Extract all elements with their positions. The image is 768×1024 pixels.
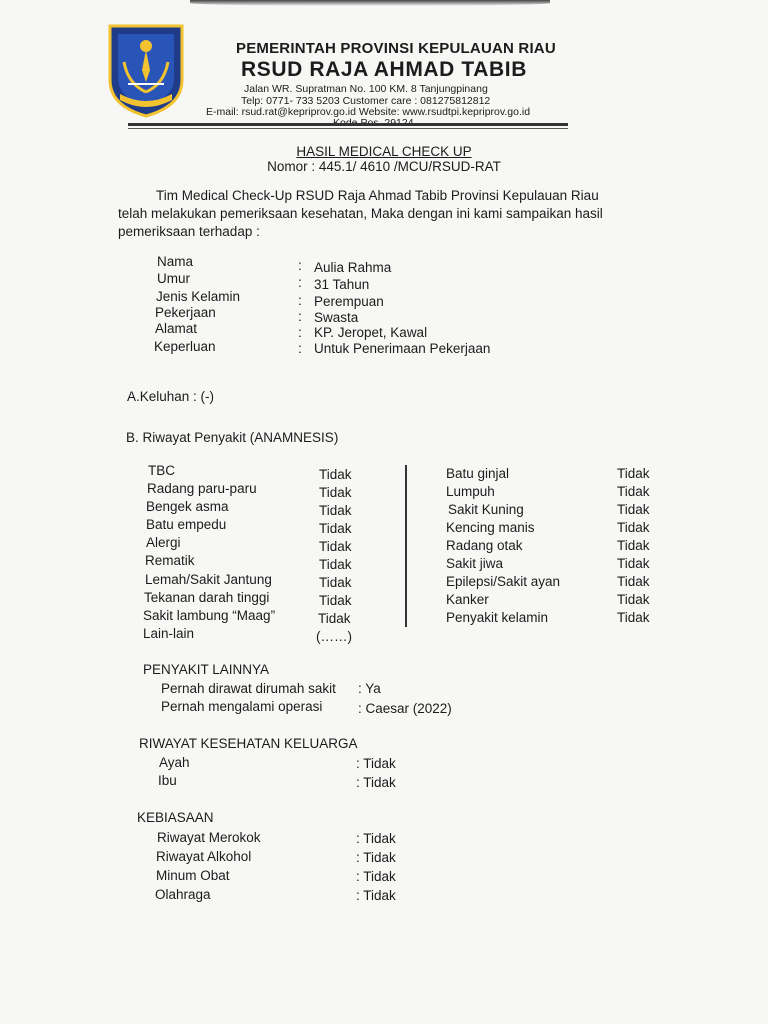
disease-name: Kencing manis — [446, 520, 535, 535]
disease-name: Tekanan darah tinggi — [144, 590, 270, 605]
intro-line-1: Tim Medical Check-Up RSUD Raja Ahmad Tabib Provinsi Kepulauan Riau — [156, 188, 599, 203]
other-disease-value: : Ya — [358, 681, 381, 696]
disease-status: Tidak — [319, 593, 352, 608]
disease-name: Sakit jiwa — [446, 556, 504, 571]
habit-label: Riwayat Alkohol — [156, 849, 252, 864]
header-phone: Telp: 0771- 733 5203 Customer care : 081275812812 — [241, 95, 491, 107]
habit-label: Minum Obat — [156, 868, 230, 883]
disease-name: Radang otak — [446, 538, 523, 553]
habit-value: : Tidak — [356, 869, 396, 884]
identity-colon: : — [298, 341, 302, 356]
disease-status: Tidak — [617, 484, 650, 499]
family-history-title: RIWAYAT KESEHATAN KELUARGA — [139, 736, 358, 751]
other-disease-label: Pernah mengalami operasi — [161, 699, 323, 714]
disease-name: Epilepsi/Sakit ayan — [446, 574, 561, 589]
habits-title: KEBIASAAN — [137, 810, 214, 825]
scan-shadow — [190, 0, 550, 6]
family-history-value: : Tidak — [356, 756, 396, 771]
identity-colon: : — [298, 275, 302, 290]
disease-name: Rematik — [145, 553, 195, 568]
disease-status: Tidak — [319, 521, 352, 536]
habit-value: : Tidak — [356, 888, 396, 903]
disease-status: Tidak — [617, 538, 650, 553]
disease-name: Radang paru-paru — [147, 481, 257, 496]
disease-name: Batu ginjal — [446, 466, 510, 481]
document-title — [0, 144, 768, 159]
disease-name: Lain-lain — [143, 626, 195, 641]
disease-status: Tidak — [617, 610, 650, 625]
family-history-label: Ibu — [158, 773, 177, 788]
identity-colon: : — [298, 325, 302, 340]
disease-name: Sakit lambung “Maag” — [143, 608, 276, 623]
habit-label: Olahraga — [155, 887, 211, 902]
identity-colon: : — [298, 293, 302, 308]
disease-status: Tidak — [318, 611, 351, 626]
identity-label: Keperluan — [154, 339, 216, 354]
habit-value: : Tidak — [356, 831, 396, 846]
disease-name: Batu empedu — [146, 517, 227, 532]
disease-name: TBC — [148, 463, 175, 478]
disease-name: Penyakit kelamin — [446, 610, 549, 625]
family-history-value: : Tidak — [356, 775, 396, 790]
disease-name: Lemah/Sakit Jantung — [145, 572, 272, 587]
province-emblem-icon — [106, 22, 186, 118]
habit-label: Riwayat Merokok — [157, 830, 261, 845]
history-section-title: B. Riwayat Penyakit (ANAMNESIS) — [126, 430, 339, 445]
disease-status: Tidak — [617, 502, 650, 517]
header-divider-thin — [128, 128, 568, 129]
habit-value: : Tidak — [356, 850, 396, 865]
disease-name: Alergi — [146, 535, 181, 550]
identity-value: KP. Jeropet, Kawal — [314, 325, 428, 340]
identity-value: Aulia Rahma — [314, 260, 392, 275]
header-address: Jalan WR. Supratman No. 100 KM. 8 Tanjungpinang — [244, 83, 488, 95]
identity-label: Jenis Kelamin — [156, 289, 241, 304]
header-email: E-mail: rsud.rat@kepriprov.go.id Website: www.rsudtpi.kepriprov.go.id — [206, 106, 531, 118]
document-number: Nomor : 445.1/ 4610 /MCU/RSUD-RAT — [267, 159, 501, 174]
identity-label: Pekerjaan — [155, 305, 216, 320]
identity-value: Perempuan — [314, 294, 384, 309]
disease-status: Tidak — [319, 485, 352, 500]
disease-status: (……) — [316, 629, 352, 644]
disease-status: Tidak — [617, 556, 650, 571]
other-disease-value: : Caesar (2022) — [358, 701, 452, 716]
identity-colon: : — [298, 258, 302, 273]
disease-status: Tidak — [617, 592, 650, 607]
disease-status: Tidak — [617, 466, 650, 481]
disease-name: Bengek asma — [146, 499, 229, 514]
identity-value: 31 Tahun — [314, 277, 370, 292]
disease-status: Tidak — [617, 520, 650, 535]
other-disease-label: Pernah dirawat dirumah sakit — [161, 681, 336, 696]
disease-name: Sakit Kuning — [448, 502, 524, 517]
disease-name: Kanker — [446, 592, 489, 607]
identity-value: Untuk Penerimaan Pekerjaan — [314, 341, 491, 356]
family-history-label: Ayah — [159, 755, 190, 770]
other-disease-title: PENYAKIT LAINNYA — [143, 662, 270, 677]
disease-status: Tidak — [319, 539, 352, 554]
header-government: PEMERINTAH PROVINSI KEPULAUAN RIAU — [236, 40, 556, 57]
header-hospital-name: RSUD RAJA AHMAD TABIB — [241, 58, 527, 81]
identity-label: Alamat — [155, 321, 198, 336]
document-title-text: HASIL MEDICAL CHECK UP — [296, 144, 472, 159]
intro-line-3: pemeriksaan terhadap : — [118, 224, 260, 239]
complaint-line: A.Keluhan : (-) — [127, 389, 215, 404]
header-divider — [128, 123, 568, 126]
column-divider — [405, 465, 407, 627]
disease-status: Tidak — [319, 557, 352, 572]
disease-status: Tidak — [319, 467, 352, 482]
disease-status: Tidak — [617, 574, 650, 589]
identity-value: Swasta — [314, 310, 359, 325]
disease-status: Tidak — [319, 575, 352, 590]
identity-colon: : — [298, 309, 302, 324]
identity-label: Umur — [157, 271, 190, 286]
disease-name: Lumpuh — [446, 484, 495, 499]
disease-status: Tidak — [319, 503, 352, 518]
identity-label: Nama — [157, 254, 194, 269]
intro-line-2: telah melakukan pemeriksaan kesehatan, Maka dengan ini kami sampaikan hasil — [118, 206, 603, 221]
